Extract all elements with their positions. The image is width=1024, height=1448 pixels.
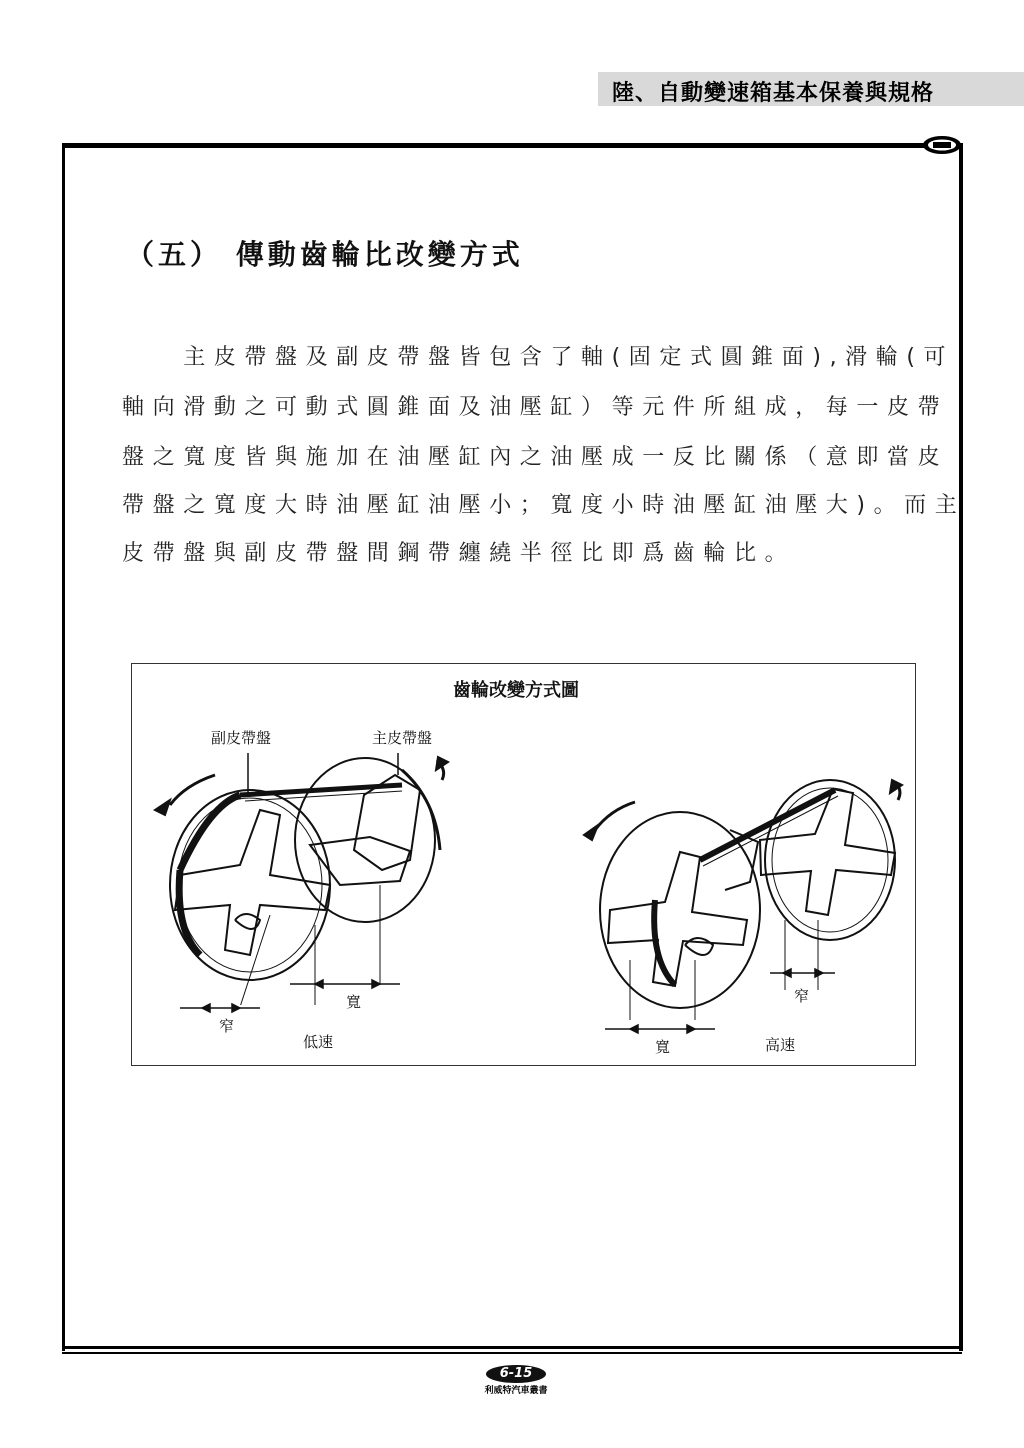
- publisher-logo-icon: [922, 134, 962, 156]
- high-speed-label: 高速: [765, 1036, 796, 1054]
- paragraph-line: 軸向滑動之可動式圓錐面及油壓缸）等元件所組成，每一皮帶: [122, 395, 949, 420]
- left-wide-label: 寬: [346, 993, 362, 1011]
- right-narrow-label: 窄: [794, 987, 810, 1005]
- page-number: 6-15: [499, 1366, 533, 1381]
- paragraph-line: 皮帶盤與副皮帶盤間鋼帶纏繞半徑比即爲齒輪比。: [122, 541, 796, 566]
- frame-bottom-rule-secondary: [62, 1352, 962, 1354]
- publisher-name: 利威特汽車叢書: [484, 1386, 548, 1396]
- paragraph-line: 帶盤之寬度大時油壓缸油壓小；寬度小時油壓缸油壓大)。而主: [122, 493, 966, 518]
- primary-pulley-label: 主皮帶盤: [372, 729, 433, 747]
- right-wide-label: 寬: [655, 1038, 671, 1056]
- paragraph-line: 主皮帶盤及副皮帶盤皆包含了軸(固定式圓錐面),滑輪(可: [122, 345, 955, 370]
- figure-title: 齒輪改變方式圖: [453, 680, 579, 701]
- low-speed-label: 低速: [303, 1033, 334, 1051]
- section-title: （五） 傳動齒輪比改變方式: [126, 238, 524, 271]
- frame-bottom-rule: [62, 1346, 962, 1349]
- paragraph-line: 盤之寬度皆與施加在油壓缸內之油壓成一反比關係（意即當皮: [122, 445, 949, 470]
- chapter-title: 陸、自動變速箱基本保養與規格: [612, 81, 935, 106]
- low-speed-pulley-diagram: [140, 745, 470, 1005]
- frame-right-rule: [959, 143, 963, 1351]
- secondary-pulley-label: 副皮帶盤: [211, 729, 272, 747]
- left-narrow-label: 窄: [219, 1017, 235, 1035]
- frame-left-rule: [62, 143, 65, 1351]
- left-width-indicators: [180, 970, 410, 1020]
- frame-top-rule: [62, 143, 962, 148]
